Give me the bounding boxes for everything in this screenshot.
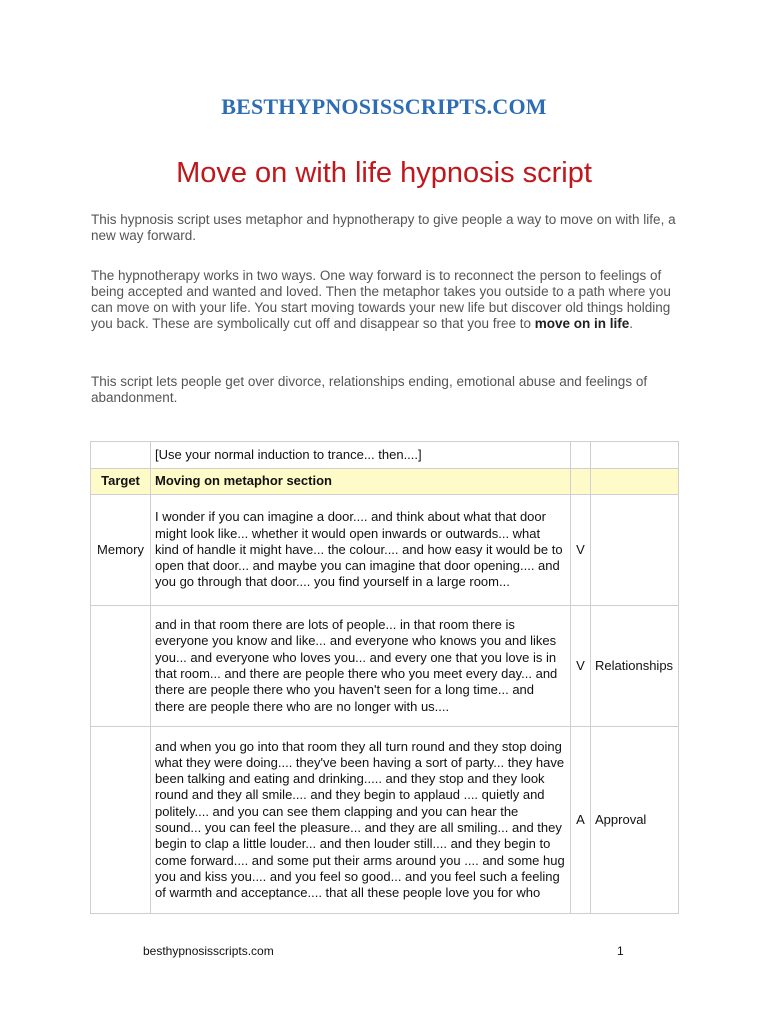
document-title: Move on with life hypnosis script <box>176 157 592 189</box>
table-row <box>91 606 679 727</box>
intro-paragraph-3: This script lets people get over divorce, relationships ending, emotional abuse and feelings of abandonment. <box>91 374 648 405</box>
script-text: and when you go into that room they all turn round and they stop doing what they were doing.... they've been having a sort of party... they have been talking and eating and drinking..... and they stop and they look round and they all smile.... and they begin to applaud .... quietly and politely.... and you can see them clapping and you can hear the sound... you can feel the pleasure... and they are all smiling... and they begin to clap a little louder... and then louder still.... and they begin to come forward.... and some put their arms around you .... and some hug you and kiss you.... and you feel so good... and you feel such a feeling of warmth and acceptance.... that all these people love you for who <box>151 727 571 914</box>
table-cell-empty <box>91 442 151 469</box>
page-number: 1 <box>617 944 624 958</box>
target-heading: Moving on metaphor section <box>151 469 571 495</box>
vak-marker: A <box>571 727 591 914</box>
table-cell-empty <box>571 442 591 469</box>
table-row <box>91 495 679 606</box>
intro-paragraph-2-text: The hypnotherapy works in two ways. One way forward is to reconnect the person to feelings of being accepted and wanted and loved. Then the metaphor takes you outside to a path where you can move on with your life. You start moving towards your new life but discover old things holding you back. These are symbolically cut off and disappear so that you free to <box>91 268 671 331</box>
table-cell-empty <box>591 469 679 495</box>
row-label: Memory <box>91 495 151 606</box>
table-cell-empty <box>591 442 679 469</box>
vak-marker: V <box>571 495 591 606</box>
table-row-induction <box>91 442 679 469</box>
induction-instruction: [Use your normal induction to trance... then....] <box>151 442 571 469</box>
intro-paragraph-2-end: . <box>629 316 634 331</box>
script-table <box>90 441 679 914</box>
row-label <box>91 606 151 727</box>
table-row-target <box>91 469 679 495</box>
table-cell-empty <box>571 469 591 495</box>
intro-paragraph-2-bold: move on in life <box>534 316 630 331</box>
row-label <box>91 727 151 914</box>
script-text: and in that room there are lots of people... in that room there is everyone you know and like... and everyone who knows you and likes you... and everyone who loves you... and every one that you love is in that room... and there are people there who you meet every day... and there are people there who you haven't seen for a long time... and there are people there who are no longer with us.... <box>151 606 571 727</box>
intro-paragraph-2 <box>91 268 691 332</box>
table-row <box>91 727 679 914</box>
vak-marker: V <box>571 606 591 727</box>
footer-site: besthypnosisscripts.com <box>143 944 274 958</box>
site-title: BESTHYPNOSISSCRIPTS.COM <box>221 94 547 119</box>
script-text: I wonder if you can imagine a door.... and think about what that door might look like... whether it would open inwards or outwards... what kind of handle it might have... the colour.... and how easy it would be to open that door... and maybe you can imagine that door opening.... and you go through that door.... you find yourself in a large room... <box>151 495 571 606</box>
category-label <box>591 495 679 606</box>
intro-paragraph-1: This hypnosis script uses metaphor and hypnotherapy to give people a way to move on with life, a new way forward. <box>91 212 676 243</box>
category-label: Relationships <box>591 606 679 727</box>
category-label: Approval <box>591 727 679 914</box>
target-label: Target <box>91 469 151 495</box>
